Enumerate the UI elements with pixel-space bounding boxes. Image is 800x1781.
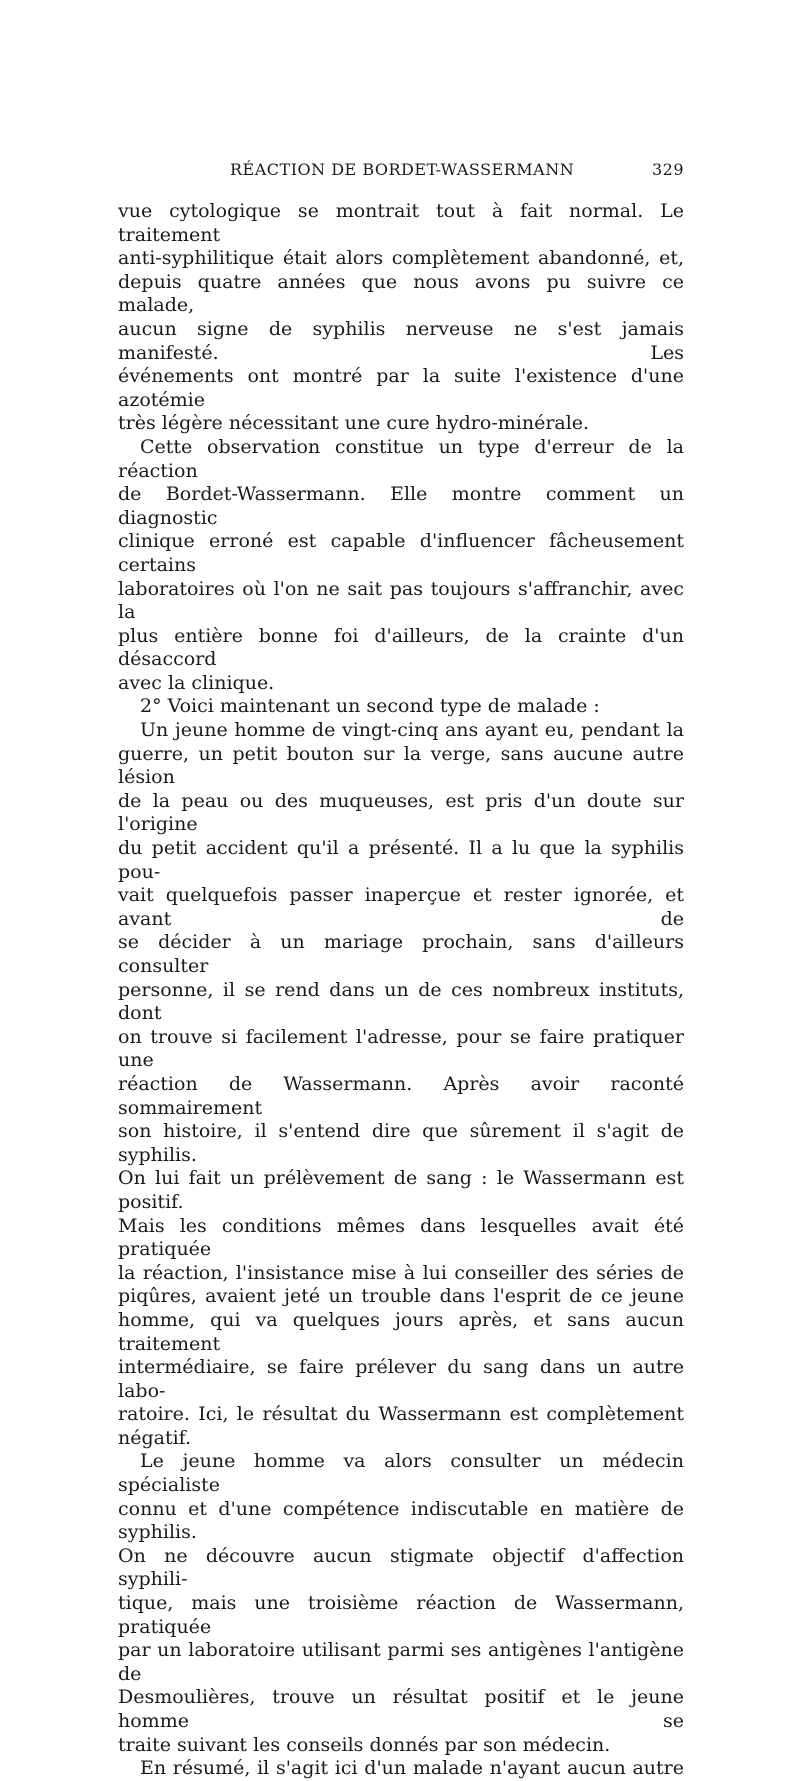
text-line: vue cytologique se montrait tout à fait normal. Le traitement (118, 200, 684, 246)
text-line: clinique erroné est capable d'influencer fâcheusement certains (118, 530, 684, 576)
text-line: son histoire, il s'entend dire que sûrement il s'agit de syphilis. (118, 1120, 684, 1166)
text-line: événements ont montré par la suite l'existence d'une azotémie (118, 365, 684, 411)
text-line: traite suivant les conseils donnés par son médecin. (118, 1733, 611, 1756)
text-line: Le jeune homme va alors consulter un médecin spécialiste (118, 1450, 684, 1497)
text-line: anti-syphilitique était alors complètement abandonné, et, (118, 247, 684, 270)
text-line: de la peau ou des muqueuses, est pris d'un doute sur l'origine (118, 789, 684, 836)
text-line: laboratoires où l'on ne sait pas toujours s'affranchir, avec la (118, 577, 684, 624)
text-line: Un jeune homme de vingt-cinq ans ayant eu, pendant la (140, 719, 684, 742)
text-line: du petit accident qu'il a présenté. Il a lu que la syphilis pou- (118, 837, 684, 883)
text-line: se décider à un mariage prochain, sans d'ailleurs consulter (118, 931, 684, 977)
text-line: ratoire. Ici, le résultat du Wassermann est complètement (118, 1403, 684, 1426)
text-line: intermédiaire, se faire prélever du sang dans un autre labo- (118, 1356, 684, 1402)
text-line: plus entière bonne foi d'ailleurs, de la crainte d'un désaccord (118, 624, 684, 671)
text-line: Desmoulières, trouve un résultat positif et le jeune homme se (118, 1686, 684, 1732)
text-line: très légère nécessitant une cure hydro-minérale. (118, 412, 590, 435)
text-line: par un laboratoire utilisant parmi ses antigènes l'antigène de (118, 1639, 684, 1685)
text-line: Mais les conditions mêmes dans lesquelles avait été pratiquée (118, 1214, 684, 1261)
text-line: réaction de Wassermann. Après avoir raconté sommairement (118, 1072, 684, 1119)
text-line: aucun signe de syphilis nerveuse ne s'est jamais manifesté. Les (118, 317, 684, 364)
text-line: on trouve si facilement l'adresse, pour se faire pratiquer une (118, 1025, 684, 1072)
text-line: guerre, un petit bouton sur la verge, sans aucune autre lésion (118, 742, 684, 789)
text-line: tique, mais une troisième réaction de Wassermann, pratiquée (118, 1592, 684, 1638)
text-line: Cette observation constitue un type d'erreur de la réaction (118, 435, 684, 482)
text-line: 2° Voici maintenant un second type de malade : (140, 695, 600, 718)
body-text (118, 200, 684, 1781)
text-line: homme, qui va quelques jours après, et sans aucun traitement (118, 1308, 684, 1355)
text-line: On lui fait un prélèvement de sang : le Wassermann est positif. (118, 1167, 684, 1213)
text-line: personne, il se rend dans un de ces nombreux instituts, dont (118, 978, 684, 1025)
text-line: piqûres, avaient jeté un trouble dans l'esprit de ce jeune (118, 1285, 684, 1308)
text-line: la réaction, l'insistance mise à lui conseiller des séries de (118, 1261, 684, 1284)
page-number: 329 (651, 160, 684, 179)
text-line: En résumé, il s'agit ici d'un malade n'ayant aucun autre (140, 1757, 684, 1780)
running-title: RÉACTION DE BORDET-WASSERMANN (230, 160, 575, 179)
text-line: négatif. (118, 1426, 192, 1449)
text-line: vait quelquefois passer inaperçue et rester ignorée, et avant de (118, 884, 684, 930)
text-line: avec la clinique. (118, 671, 275, 694)
text-line: depuis quatre années que nous avons pu suivre ce malade, (118, 270, 684, 317)
page-header (118, 160, 684, 186)
text-line: connu et d'une compétence indiscutable en matière de syphilis. (118, 1497, 684, 1544)
text-line: de Bordet-Wassermann. Elle montre comment un diagnostic (118, 483, 684, 529)
text-line: On ne découvre aucun stigmate objectif d'affection syphili- (118, 1544, 684, 1591)
